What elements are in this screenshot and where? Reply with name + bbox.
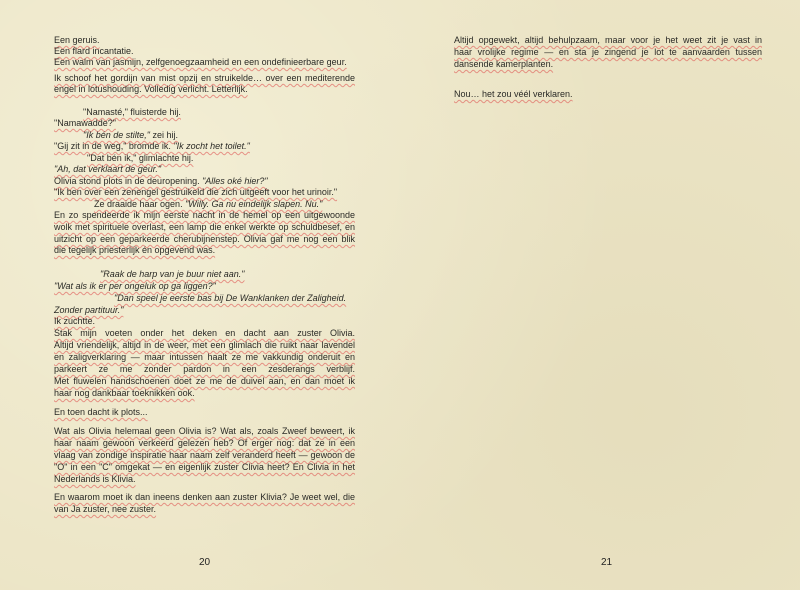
text-line: "Ik ben over een zenengel gestruikeld die zich uitgeeft voor het urinoir.": [54, 187, 338, 197]
text-line: haar vrolijke regime — en sta je zingend je lot te aanvaarden tussen: [454, 47, 762, 57]
text-line: Een geruis.: [54, 35, 100, 45]
text-line: wolk met spirituele overlast, een lamp die enkel werkte op schuldbesef, en: [54, 222, 355, 232]
narration: zei hij.: [149, 130, 178, 140]
text-line: Nou… het zou véél verklaren.: [454, 89, 573, 99]
text-line: "Wat als ik er per ongeluk op ga liggen?": [54, 281, 216, 291]
text-line: Ik schoof het gordijn van mist opzij en struikelde… over een mediterende: [54, 73, 355, 83]
text-line: "Raak de harp van je buur niet aan.": [100, 269, 245, 279]
text-line: die tegelijk priesterlijk én opgevend was.: [54, 245, 216, 255]
text-line: Een walm van jasmijn, zelfgenoegzaamheid en een ondefinieerbare geur.: [54, 57, 347, 67]
text-line: Ik zuchtte.: [54, 316, 96, 326]
text-line: "Namawadde?": [54, 118, 116, 128]
text-line: haar naam gewoon verkeerd gelezen heb? Of erger nog: dat ze in een: [54, 438, 355, 448]
text-line: engel in lotushouding. Volledig verlicht. Letterlijk.: [54, 84, 248, 94]
text-line: [54, 176, 268, 187]
text-line: vlaag van zondige inspiratie haar naam zelf veranderd heeft — gewoon de: [54, 450, 355, 460]
text-line: parkeert ze me zonder pardon in een zesderangs verblijf.: [54, 364, 355, 374]
dialogue: "Ik zocht het toilet.": [173, 141, 250, 151]
dialogue: "Willy. Ga nu eindelijk slapen. Nu.": [185, 199, 323, 209]
dialogue: "Ik bén de stilte,": [83, 130, 150, 140]
text-line: uitzicht op een geparkeerde cherubijnenstep. Olivia gaf me nog een blik: [54, 234, 355, 244]
text-line: van Ja zuster, nee zuster.: [54, 504, 157, 514]
text-line: [54, 141, 250, 152]
text-line: [94, 199, 322, 210]
text-line: Nederlands is Klivia.: [54, 474, 136, 484]
text-line: en zaligverklaring — maar intussen haalt ze me vakkundig onderuit en: [54, 352, 355, 362]
page-number: 21: [601, 557, 613, 568]
text-line: "O" in een "C" omgekat — en eigenlijk zuster Clivia heet? En Clivia in het: [54, 462, 355, 472]
text-line: Een flard incantatie.: [54, 46, 134, 56]
text-line: Altijd opgewekt, altijd behulpzaam, maar voor je het weet zit je vast in: [454, 35, 762, 45]
right-page: [400, 0, 800, 590]
text-line: "Namasté," fluisterde hij.: [83, 107, 181, 117]
narration: Ze draaide haar ogen.: [94, 199, 186, 209]
page-number: 20: [199, 557, 211, 568]
text-line: Altijd vriendelijk, altijd in de weer, met een glimlach die ruikt naar lavendel: [54, 340, 355, 350]
narration: "Gij zit in de weg," bromde ik.: [54, 141, 174, 151]
text-line: "Dat bén ik," glimlachte hij.: [87, 153, 194, 163]
text-line: Zonder partituur.": [54, 305, 124, 315]
narration: Olivia stond plots in de deuropening.: [54, 176, 203, 186]
text-line: "Dan speel je eerste bas bij De Wanklanken der Zaligheid.: [114, 293, 347, 303]
text-line: Wat als Olivia helemaal geen Olivia is? Wat als, zoals Zweef beweert, ik: [54, 426, 355, 436]
text-line: En waarom moet ik dan ineens denken aan zuster Klivia? Je weet wel, die: [54, 492, 355, 502]
text-line: En toen dacht ik plots...: [54, 407, 148, 417]
text-line: Stak mijn voeten onder het deken en dacht aan zuster Olivia.: [54, 328, 355, 338]
text-line: [83, 130, 178, 141]
text-line: "Ah, dat verklaart de geur.": [54, 164, 162, 174]
text-line: En zo spendeerde ik mijn eerste nacht in de hemel op een uitgewoonde: [54, 210, 355, 220]
text-line: Met fluwelen handschoenen doet ze me de duivel aan, en dan moet ik: [54, 376, 355, 386]
dialogue: "Alles oké hier?": [202, 176, 268, 186]
text-line: dansende kamerplanten.: [454, 59, 554, 69]
text-line: haar nog dankbaar toeknikken ook.: [54, 388, 195, 398]
